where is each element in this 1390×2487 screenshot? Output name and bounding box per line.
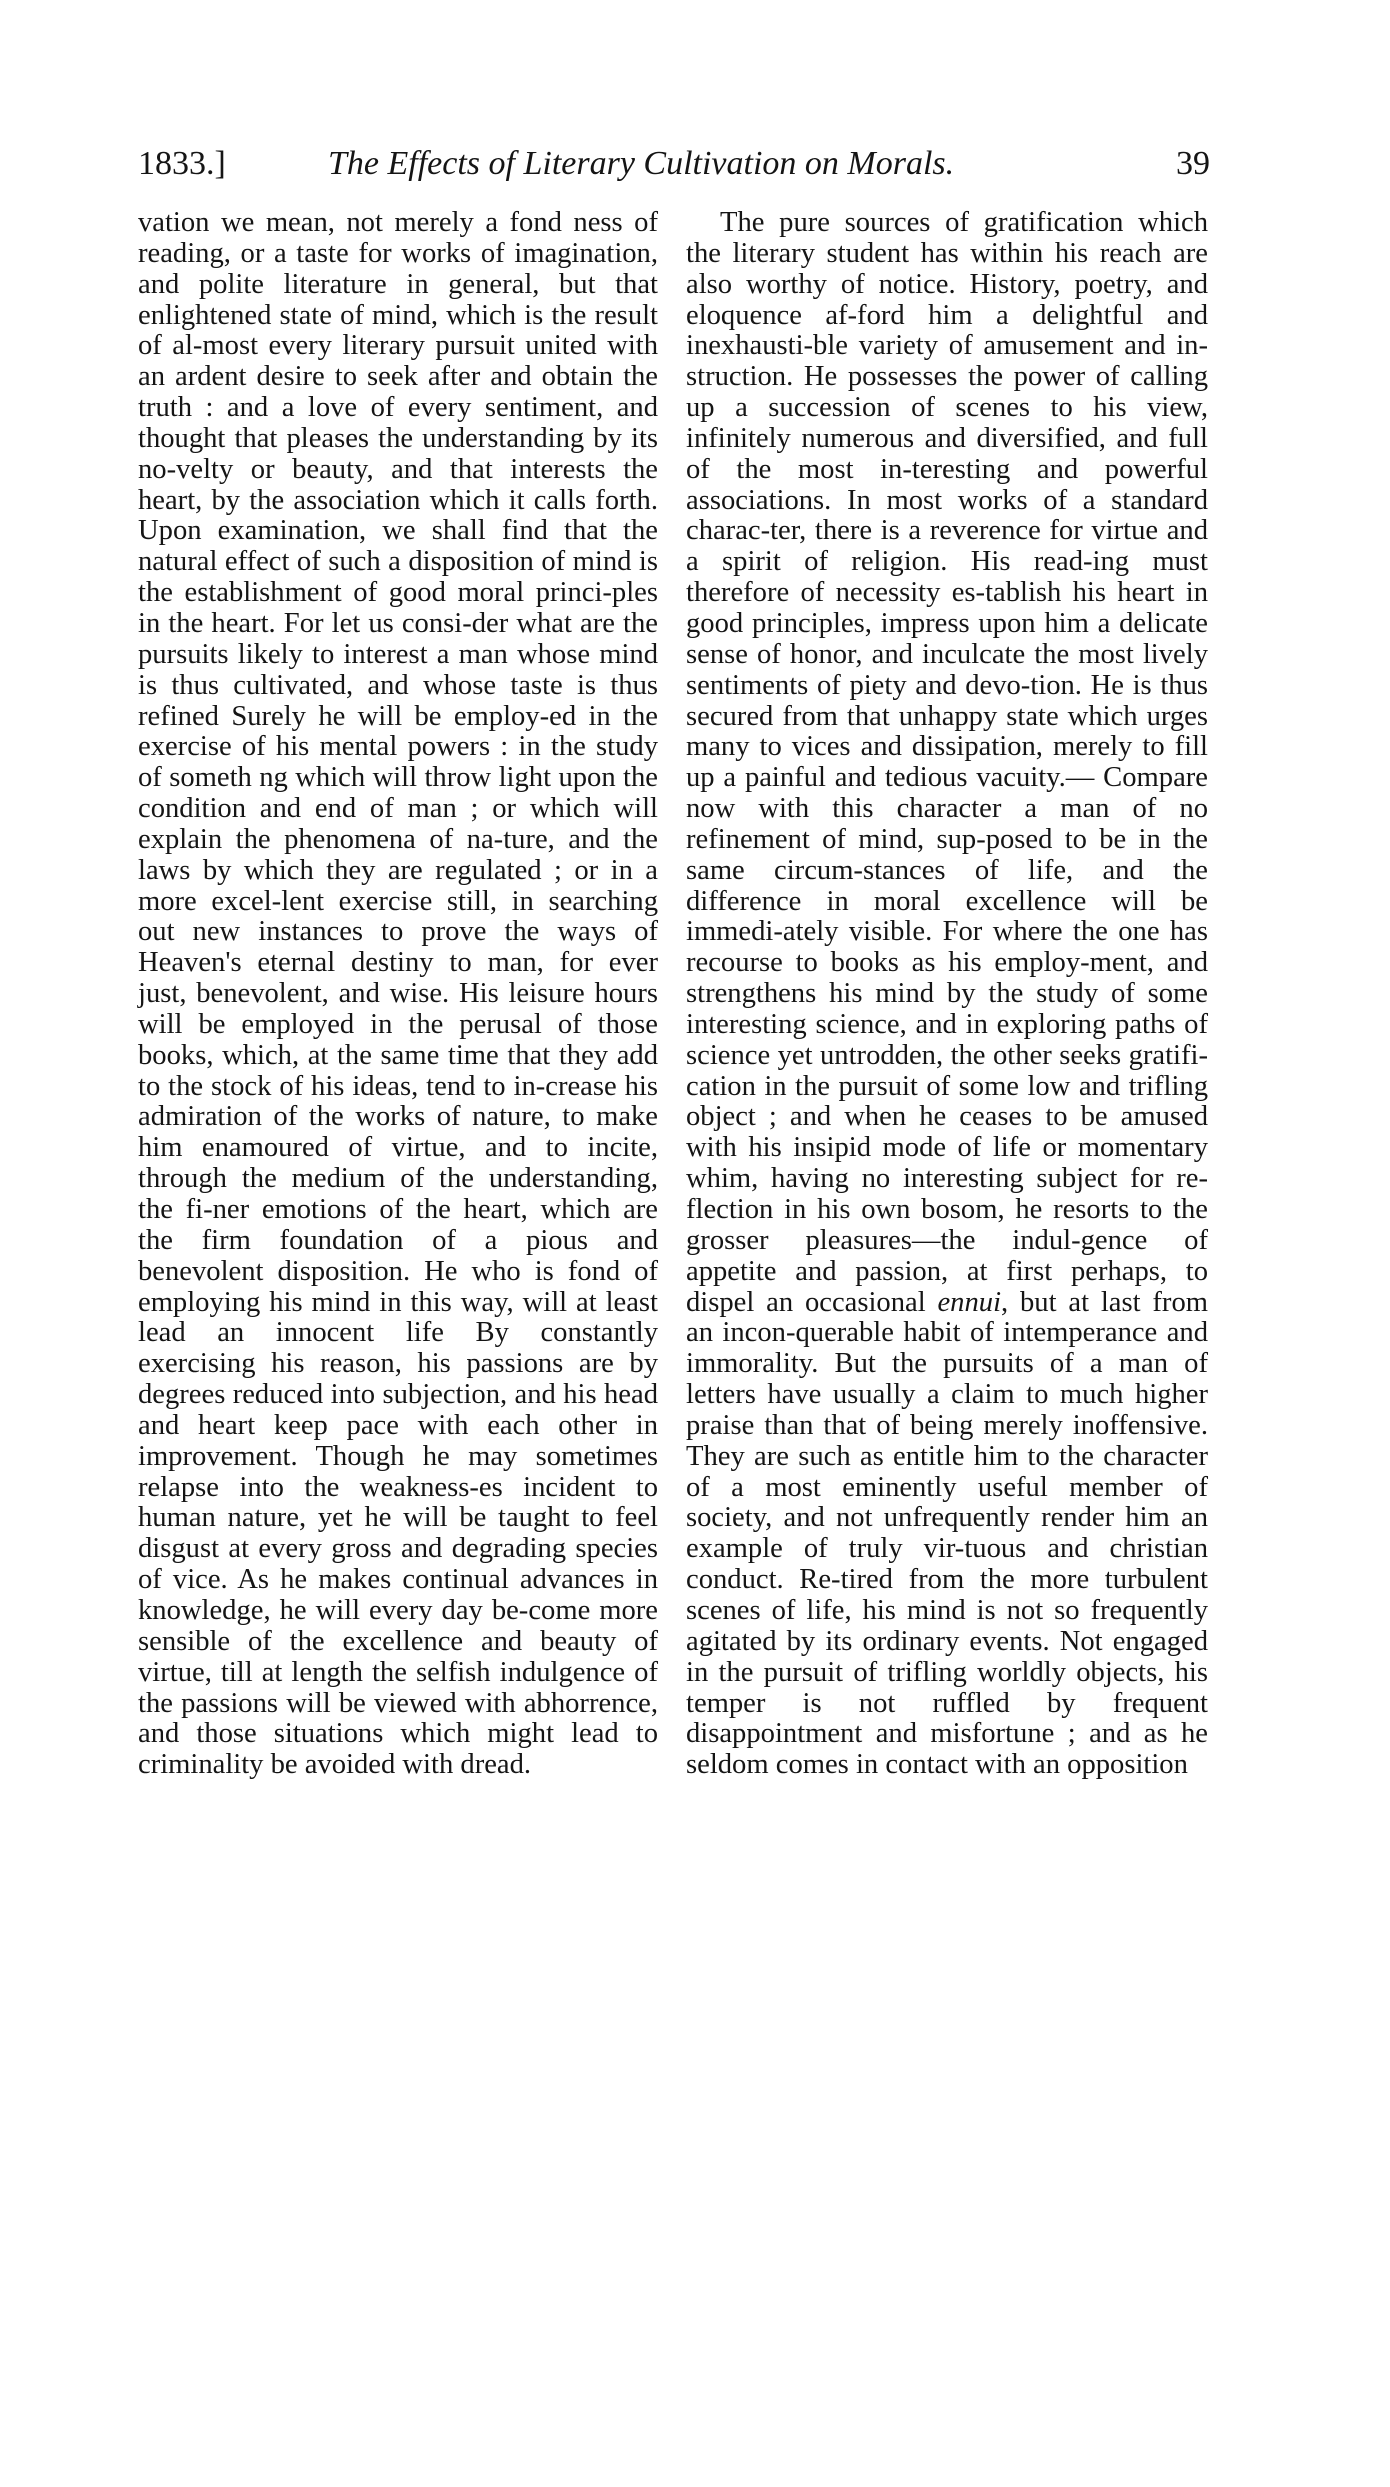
right-column-paragraph (686, 208, 1208, 1781)
italic-word-ennui: ennui (937, 1286, 1002, 1318)
header-title: The Effects of Literary Cultivation on Morals. (328, 145, 955, 182)
left-column (138, 208, 658, 1781)
right-column (686, 208, 1208, 1781)
running-header (138, 145, 1210, 193)
right-column-text-start: The pure sources of gratification which the literary student has within his reach are also worthy of notice. History, poetry, and eloquence af-ford him a delightful and inexhausti-ble variety of amusement and in-struction. He possesses the power of calling up a succession of scenes to his view, infinitely numerous and diversified, and full of the most in-teresting and powerful associations. In most works of a standard charac-ter, there is a reverence for virtue and a spirit of religion. His read-ing must therefore of necessity es-tablish his heart in good principles, impress upon him a delicate sense of honor, and inculcate the most lively sentiments of piety and devo-tion. He is thus secured from that unhappy state which urges many to vices and dissipation, merely to fill up a painful and tedious vacuity.— Compare now with this character a man of no refinement of mind, sup-posed to be in the same circum-stances of life, and the difference in moral excellence will be immedi-ately visible. For where the one has recourse to books as his employ-ment, and strengthens his mind by the study of some interesting science, and in exploring paths of science yet untrodden, the other seeks gratifi-cation in the pursuit of some low and trifling object ; and when he ceases to be amused with his insipid mode of life or momentary whim, having no interesting subject for re-flection in his own bosom, he resorts to the grosser pleasures—the indul-gence of appetite and passion, at first perhaps, to dispel an occasional (686, 207, 1208, 1318)
left-column-paragraph: vation we mean, not merely a fond ness of reading, or a taste for works of imagination, and polite literature in general, but that enlightened state of mind, which is the result of al-most every literary pursuit united with an ardent desire to seek after and obtain the truth : and a love of every sentiment, and thought that pleases the understanding by its no-velty or beauty, and that interests the heart, by the association which it calls forth. Upon examination, we shall find that the natural effect of such a disposition of mind is the establishment of good moral princi-ples in the heart. For let us consi-der what are the pursuits likely to interest a man whose mind is thus cultivated, and whose taste is thus refined Surely he will be employ-ed in the exercise of his mental powers : in the study of someth ng which will throw light upon the condition and end of man ; or which will explain the phenomena of na-ture, and the laws by which they are regulated ; or in a more excel-lent exercise still, in searching out new instances to prove the ways of Heaven's eternal destiny to man, for ever just, benevolent, and wise. His leisure hours will be employed in the perusal of those books, which, at the same time that they add to the stock of his ideas, tend to in-crease his admiration of the works of nature, to make him enamoured of virtue, and to incite, through the medium of the understanding, the fi-ner emotions of the heart, which are the firm foundation of a pious and benevolent disposition. He who is fond of employing his mind in this way, will at least lead an innocent life By constantly exercising his reason, his passions are by degrees reduced into subjection, and his head and heart keep pace with each other in improvement. Though he may sometimes relapse into the weakness-es incident to human nature, yet he will be taught to feel disgust at every gross and degrading species of vice. As he makes continual advances in knowledge, he will every day be-come more sensible of the excellence and beauty of virtue, till at length the selfish indulgence of the passions will be viewed with abhorrence, and those situations which might lead to criminality be avoided with dread. (138, 207, 658, 1781)
page-number: 39 (1176, 145, 1210, 182)
header-year: 1833.] (138, 145, 226, 182)
right-column-text-end: , but at last from an incon-querable habit of intemperance and immorality. But the pursuits of a man of letters have usually a claim to much higher praise than that of being merely inoffensive. They are such as entitle him to the character of a most eminently useful member of society, and not unfrequently render him an example of truly vir-tuous and christian conduct. Re-tired from the more turbulent scenes of life, his mind is not so frequently agitated by its ordinary events. Not engaged in the pursuit of trifling worldly objects, his temper is not ruffled by frequent disappointment and misfortune ; and as he seldom comes in contact with an opposition (686, 1286, 1208, 1781)
